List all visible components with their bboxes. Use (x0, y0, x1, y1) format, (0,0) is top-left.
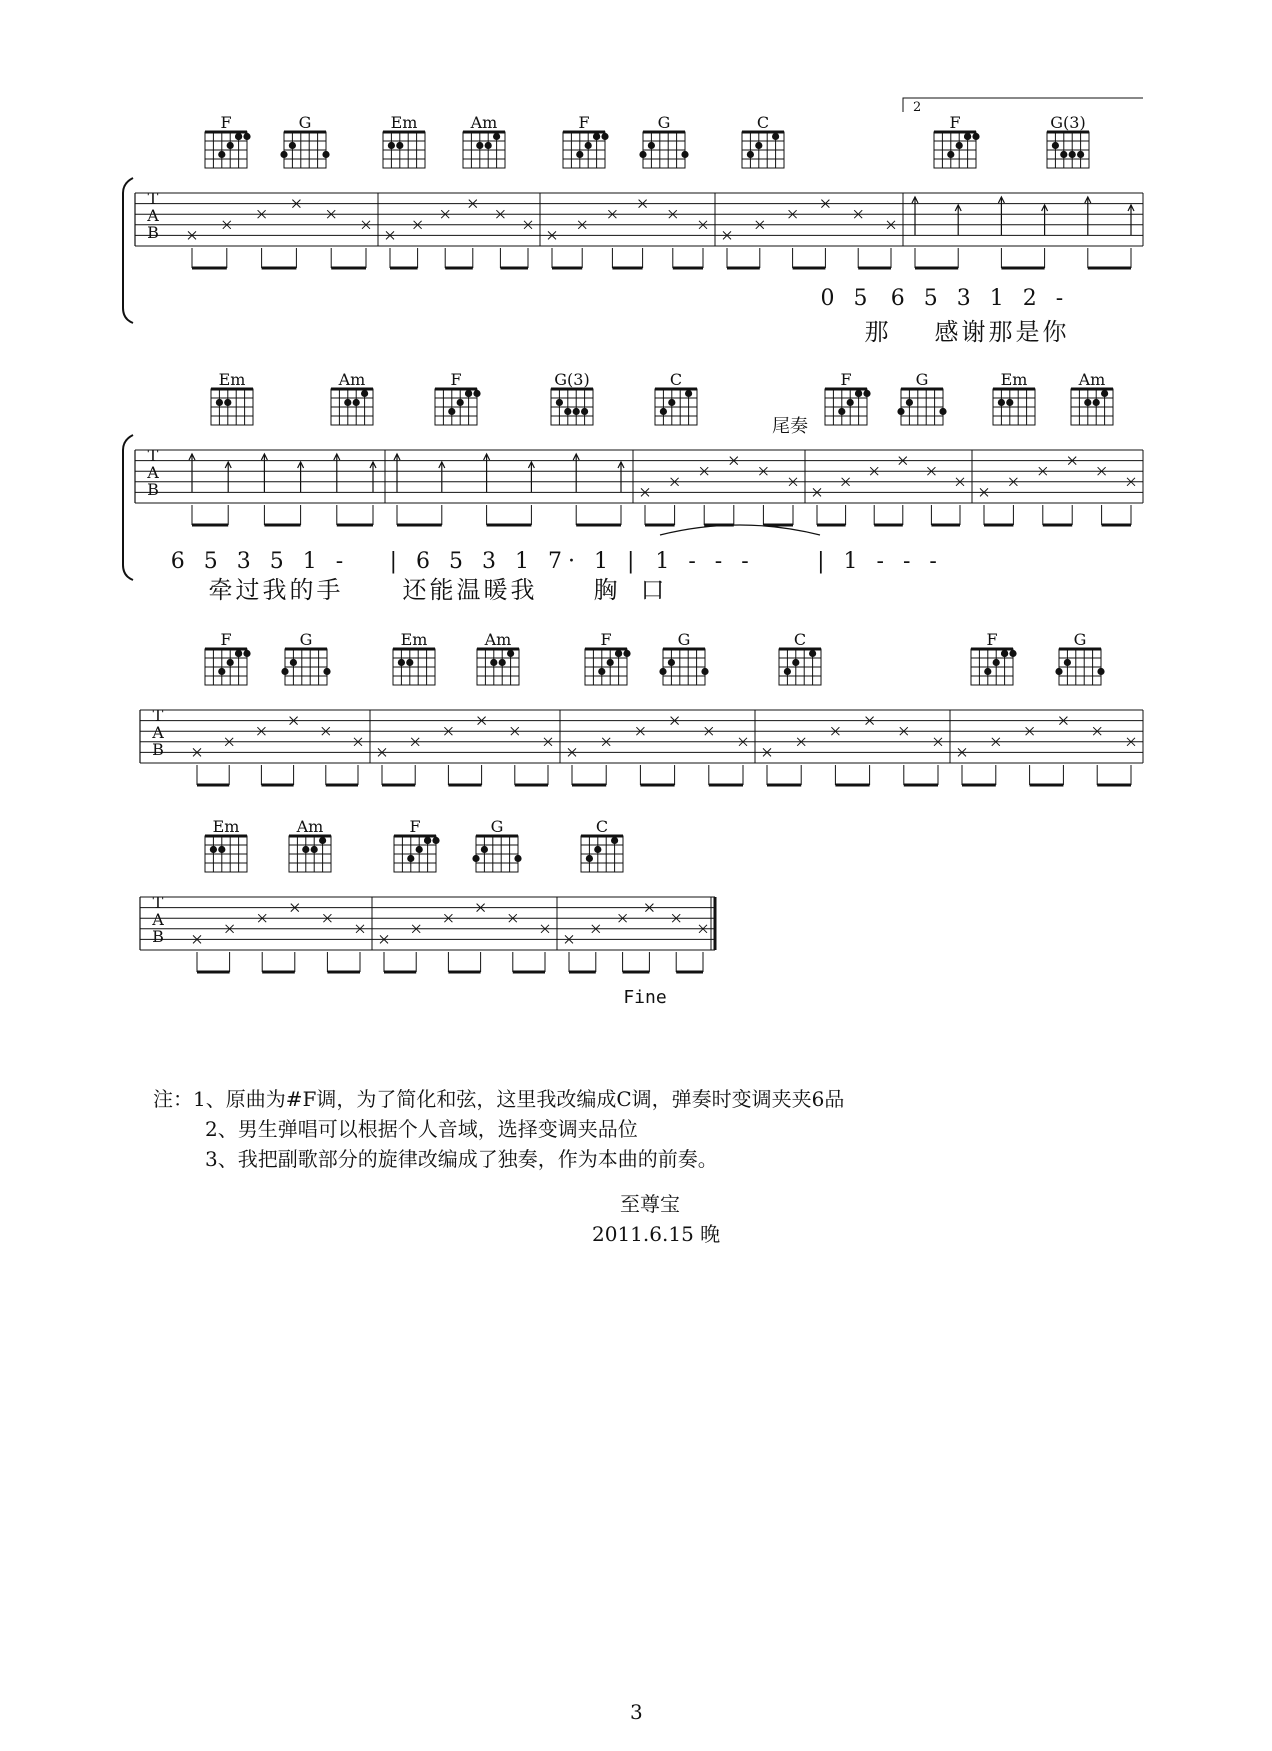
chord-diagram (897, 370, 946, 425)
chord-dot (993, 659, 1000, 666)
chord-name: F (220, 113, 232, 132)
chord-name: Em (400, 630, 428, 649)
chord-name: Em (212, 817, 240, 836)
chord-dot (685, 390, 692, 397)
chord-name: Em (390, 113, 418, 132)
volta-line (903, 98, 1143, 112)
tab-letter-b: B (147, 223, 159, 242)
chord-diagram (394, 817, 440, 872)
section-label-outro: 尾奏 (772, 416, 808, 437)
chord-diagram (779, 630, 821, 685)
chord-dot (235, 133, 242, 140)
chord-dot (227, 659, 234, 666)
chord-name: F (220, 630, 232, 649)
chord-dot (1093, 399, 1100, 406)
chord-dot (598, 668, 605, 675)
numbered-notation (171, 549, 943, 604)
chord-name: F (409, 817, 421, 836)
author-signature: 至尊宝 (620, 1192, 680, 1216)
jianpu-line: 6 5 3 1 2 - (890, 286, 1070, 311)
chord-diagram (477, 630, 519, 685)
tab-letter-a: A (147, 206, 159, 225)
chord-dot (465, 390, 472, 397)
chord-dot (210, 846, 217, 853)
chord-dot (1084, 399, 1091, 406)
tab-letter-t: T (152, 706, 164, 725)
tab-letter-a: A (147, 463, 159, 482)
chord-name: G (1073, 630, 1087, 649)
chord-dot (809, 650, 816, 657)
chord-dot (448, 408, 455, 415)
chord-dot (281, 668, 288, 675)
tab-letter-b: B (152, 740, 164, 759)
chord-dot (1009, 650, 1016, 657)
chord-name: G (299, 630, 313, 649)
system-bracket (123, 435, 133, 580)
chord-dot (323, 668, 330, 675)
jianpu-line: 6 5 3 5 1 - (170, 549, 350, 574)
chord-dot (344, 399, 351, 406)
date-signature: 2011.6.15 晚 (592, 1222, 721, 1246)
chord-diagram (742, 113, 784, 168)
chord-diagram (289, 817, 331, 872)
chord-dot (216, 399, 223, 406)
chord-dot (863, 390, 870, 397)
note-3: 3、我把副歌部分的旋律改编成了独奏，作为本曲的前奏。 (205, 1147, 718, 1171)
volta-bracket (903, 98, 1143, 115)
chord-dot (984, 668, 991, 675)
chord-dot (476, 142, 483, 149)
chord-dot (701, 668, 708, 675)
chord-dot (964, 133, 971, 140)
chord-dot (1097, 668, 1104, 675)
lyric-line: 那 (864, 318, 892, 346)
chord-name: F (450, 370, 462, 389)
chord-dot (623, 650, 630, 657)
chord-dot (660, 408, 667, 415)
chord-dot (473, 390, 480, 397)
chord-name: F (600, 630, 612, 649)
chord-dot (457, 399, 464, 406)
chord-dot (1064, 659, 1071, 666)
chord-dot (956, 142, 963, 149)
chord-diagram (211, 370, 253, 425)
chord-diagram (551, 370, 593, 425)
chord-diagram (435, 370, 481, 425)
chord-dot (407, 855, 414, 862)
chord-diagram (585, 630, 631, 685)
chord-dot (235, 650, 242, 657)
chord-diagram (659, 630, 708, 685)
chord-diagram (1047, 113, 1089, 168)
chord-dot (576, 151, 583, 158)
chord-dot (615, 650, 622, 657)
chord-dot (227, 142, 234, 149)
chord-dot (361, 390, 368, 397)
chord-dot (432, 837, 439, 844)
tab-letter-a: A (152, 910, 164, 929)
chord-diagram (1071, 370, 1113, 425)
chord-dot (499, 659, 506, 666)
chord-dot (218, 668, 225, 675)
chord-dot (1006, 399, 1013, 406)
chord-dot (353, 399, 360, 406)
chord-dot (472, 855, 479, 862)
chord-dot (593, 133, 600, 140)
chord-dot (243, 650, 250, 657)
chord-dot (784, 668, 791, 675)
chord-dot (639, 151, 646, 158)
chord-dot (847, 399, 854, 406)
chord-dot (1052, 142, 1059, 149)
page-number: 3 (630, 1700, 643, 1724)
chord-dot (218, 846, 225, 853)
chord-dot (507, 650, 514, 657)
chord-dot (416, 846, 423, 853)
chord-dot (972, 133, 979, 140)
chord-dot (224, 399, 231, 406)
chord-diagram (655, 370, 697, 425)
chord-name: Am (1078, 370, 1106, 389)
volta-number: 2 (913, 100, 922, 115)
chord-dot (556, 399, 563, 406)
chord-name: C (669, 370, 683, 389)
chord-name: Am (484, 630, 512, 649)
chord-dot (319, 837, 326, 844)
chord-diagram (993, 370, 1035, 425)
lyric-line: 牵过我的手 (208, 576, 344, 604)
chord-name: F (949, 113, 961, 132)
chord-diagram (825, 370, 871, 425)
chord-dot (792, 659, 799, 666)
chord-dot (772, 133, 779, 140)
tab-letter-b: B (147, 480, 159, 499)
chord-dot (648, 142, 655, 149)
chord-name: F (578, 113, 590, 132)
chord-dot (998, 399, 1005, 406)
lyric-line: 还能温暖我 (402, 576, 538, 604)
chord-diagram (971, 630, 1017, 685)
chord-name: G(3) (1050, 113, 1086, 132)
chord-name: F (840, 370, 852, 389)
chord-name: C (595, 817, 609, 836)
chord-diagram (281, 630, 330, 685)
chord-diagram (331, 370, 373, 425)
chord-dot (947, 151, 954, 158)
chord-dot (594, 846, 601, 853)
tie-arc (660, 525, 820, 535)
tab-letter-a: A (152, 723, 164, 742)
chord-dot (897, 408, 904, 415)
tab-letter-t: T (147, 446, 159, 465)
chord-dot (424, 837, 431, 844)
chord-diagram (639, 113, 688, 168)
chord-name: C (756, 113, 770, 132)
note-2: 2、男生弹唱可以根据个人音域，选择变调夹品位 (205, 1117, 638, 1141)
chord-dot (755, 142, 762, 149)
tab-system (140, 630, 1143, 785)
chord-dot (490, 659, 497, 666)
tab-letter-b: B (152, 927, 164, 946)
chord-dot (747, 151, 754, 158)
chord-dot (311, 846, 318, 853)
chord-diagram (205, 630, 251, 685)
chord-dot (1101, 390, 1108, 397)
chord-dot (1060, 151, 1067, 158)
chord-dot (607, 659, 614, 666)
chord-dot (939, 408, 946, 415)
chord-diagram (205, 817, 247, 872)
chord-dot (681, 151, 688, 158)
chord-dot (1077, 151, 1084, 158)
chord-name: Am (470, 113, 498, 132)
chord-name: G (298, 113, 312, 132)
chord-name: G (677, 630, 691, 649)
chord-diagram (205, 113, 251, 168)
system-bracket (123, 178, 133, 323)
lyric-line: 感谢那是你 (934, 318, 1070, 346)
chord-dot (406, 659, 413, 666)
chord-dot (1055, 668, 1062, 675)
chord-dot (493, 133, 500, 140)
chord-name: Em (218, 370, 246, 389)
chord-diagram (934, 113, 980, 168)
chord-dot (659, 668, 666, 675)
chord-dot (485, 142, 492, 149)
chord-name: G(3) (554, 370, 590, 389)
chord-dot (586, 855, 593, 862)
chord-dot (1069, 151, 1076, 158)
chord-dot (1001, 650, 1008, 657)
note-1: 注：1、原曲为#F调，为了简化和弦，这里我改编成C调，弹奏时变调夹夹6品 (153, 1087, 845, 1111)
chord-name: C (793, 630, 807, 649)
chord-dot (481, 846, 488, 853)
chord-dot (601, 133, 608, 140)
chord-diagram (463, 113, 505, 168)
tab-letter-t: T (147, 189, 159, 208)
jianpu-line: 0 5 (820, 286, 874, 311)
tab-letter-t: T (152, 893, 164, 912)
chord-diagram (383, 113, 425, 168)
chord-dot (668, 399, 675, 406)
chord-dot (218, 151, 225, 158)
chord-diagram (563, 113, 609, 168)
chord-name: Am (296, 817, 324, 836)
chord-diagram (581, 817, 623, 872)
chord-dot (906, 399, 913, 406)
jianpu-line: | 6 5 3 1 7· 1 | (389, 549, 641, 574)
chord-name: Em (1000, 370, 1028, 389)
fine-mark: Fine (623, 987, 667, 1008)
chord-name: Am (338, 370, 366, 389)
chord-diagram (280, 113, 329, 168)
jianpu-line: 1 - - - (655, 549, 755, 574)
chord-dot (396, 142, 403, 149)
lyric-line: 口 (640, 576, 668, 604)
chord-dot (581, 408, 588, 415)
chord-dot (388, 142, 395, 149)
chord-dot (302, 846, 309, 853)
chord-dot (243, 133, 250, 140)
chord-dot (398, 659, 405, 666)
chord-dot (855, 390, 862, 397)
tab-system (140, 817, 715, 972)
chord-dot (564, 408, 571, 415)
chord-dot (289, 142, 296, 149)
chord-dot (514, 855, 521, 862)
numbered-notation (821, 286, 1070, 346)
chord-dot (290, 659, 297, 666)
chord-dot (585, 142, 592, 149)
chord-dot (573, 408, 580, 415)
chord-dot (322, 151, 329, 158)
chord-name: G (490, 817, 504, 836)
chord-name: F (986, 630, 998, 649)
jianpu-line: | 1 - - - (817, 549, 943, 574)
chord-name: G (657, 113, 671, 132)
chord-diagram (472, 817, 521, 872)
chord-diagram (393, 630, 435, 685)
chord-dot (611, 837, 618, 844)
lyric-line: 胸 (593, 576, 621, 604)
chord-dot (668, 659, 675, 666)
chord-dot (280, 151, 287, 158)
chord-diagram (1055, 630, 1104, 685)
chord-name: G (915, 370, 929, 389)
chord-dot (838, 408, 845, 415)
